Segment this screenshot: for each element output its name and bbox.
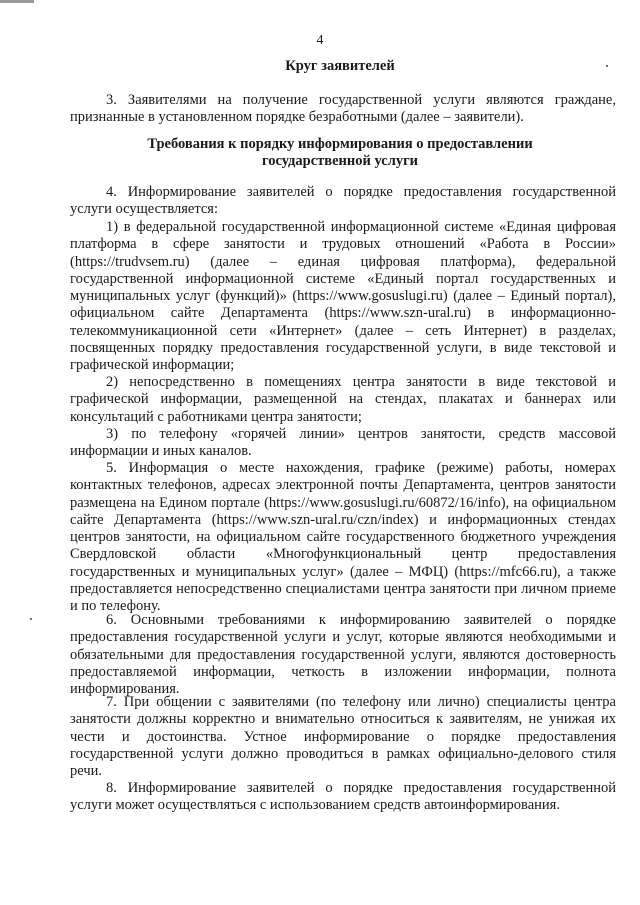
paragraph-3: 3. Заявителями на получение государственной услуги являются граждане, признанные в установленном порядке безработными (далее – заявители).: [70, 92, 616, 126]
paragraph-4: 4. Информирование заявителей о порядке предоставления государственной услуги осуществляется:: [70, 184, 616, 218]
paragraph-4-item-2: 2) непосредственно в помещениях центра занятости в виде текстовой и графической информации, размещенной на стендах, плакатах и баннерах или консультаций с работниками центра занятости;: [70, 374, 616, 425]
section-heading-applicants: Круг заявителей: [285, 58, 395, 74]
paragraph-8: 8. Информирование заявителей о порядке предоставления государственной услуги может осуществляться с использованием средств автоинформирования.: [70, 780, 616, 814]
page-number: 4: [316, 33, 324, 48]
paragraph-7: 7. При общении с заявителями (по телефону или лично) специалисты центра занятости должны корректно и внимательно относиться к заявителям, не унижая их чести и достоинства. Устное информирование о порядке предоставления государственной услуги должно проводиться в рамках официально-делового стиля речи.: [70, 694, 616, 780]
paragraph-5: 5. Информация о месте нахождения, графике (режиме) работы, номерах контактных телефонов, адресах электронной почты Департамента, центров занятости размещена на Едином портале (https://www.gosuslugi.ru/60872/16/info), на официальном сайте Департамента (https://www.szn-ural.ru/czn/index) и информационных стендах центров занятости, на официальном сайте государственного бюджетного учреждения Свердловской области «Многофункциональный центр предоставления государственных и муниципальных услуг» (далее – МФЦ) (https://mfc66.ru), а также предоставляется непосредственно специалистами центра занятости при личном приеме и по телефону.: [70, 460, 616, 615]
paragraph-6: 6. Основными требованиями к информированию заявителей о порядке предоставления государственной услуги и услуг, которые являются необходимыми и обязательными для предоставления государственной услуги, являются достоверность предоставляемой информации, четкость в изложении информации, полнота информирования.: [70, 612, 616, 698]
scan-speck: [30, 618, 32, 620]
paragraph-4-item-3: 3) по телефону «горячей линии» центров занятости, средств массовой информации и иных каналов.: [70, 426, 616, 460]
paragraph-4-item-1: 1) в федеральной государственной информационной системе «Единая цифровая платформа в сфере занятости и трудовых отношений «Работа в России» (https://trudvsem.ru) (далее – единая цифровая платформа), федеральной государственной информационной системе «Единый портал государственных и муниципальных услуг (функций)» (https://www.gosuslugi.ru) (далее – Единый портал), официальном сайте Департамента (https://www.szn-ural.ru) в информационно-телекоммуникационной сети «Интернет» (далее – сеть Интернет) в разделах, посвященных порядку предоставления государственной услуги, в виде текстовой и графической информации;: [70, 219, 616, 374]
scan-edge-mark: [0, 0, 34, 3]
section-heading-informing: Требования к порядку информирования о предоставлении государственной услуги: [147, 136, 533, 169]
